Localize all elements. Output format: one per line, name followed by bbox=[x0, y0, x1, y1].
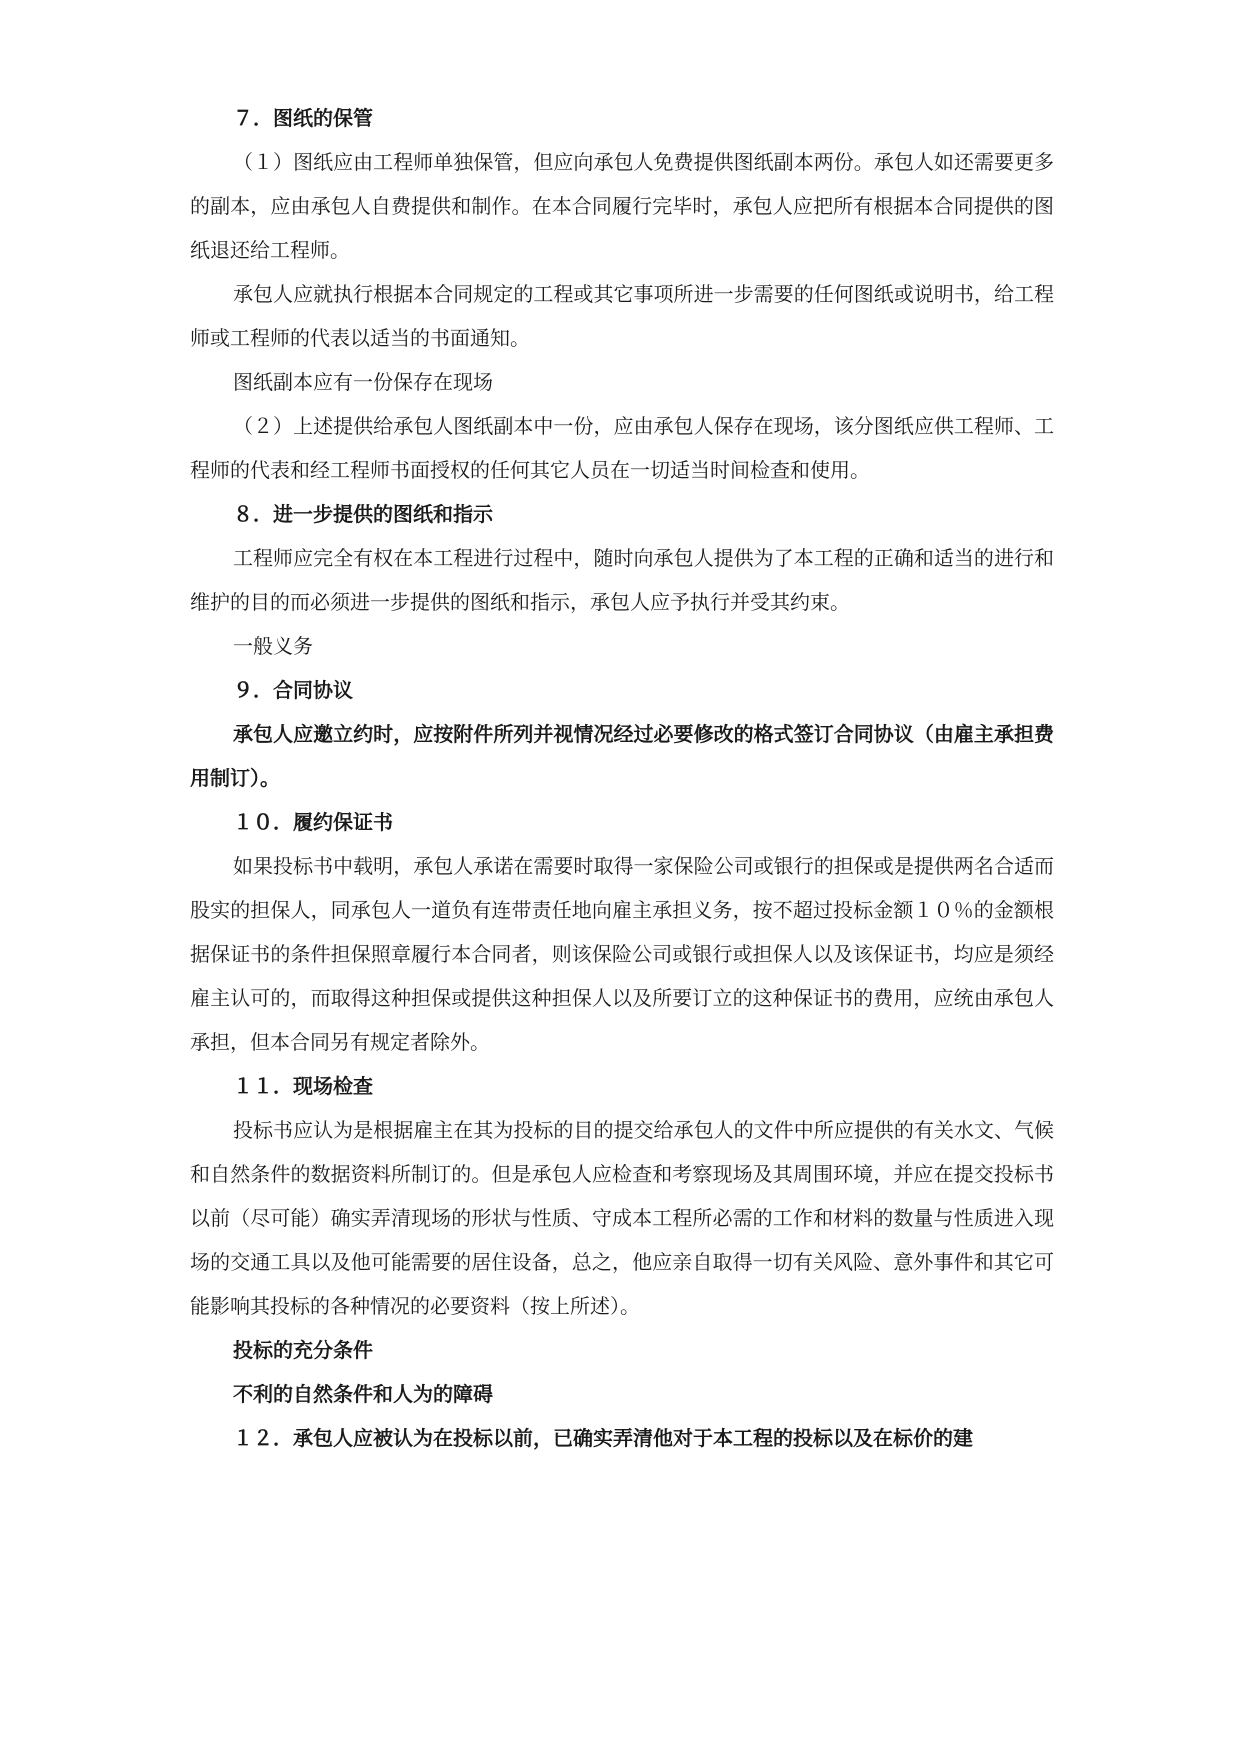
side-heading-general-obligations: 一般义务 bbox=[233, 634, 313, 658]
paragraph-7-notice: 承包人应就执行根据本合同规定的工程或其它事项所进一步需要的任何图纸或说明书，给工程师或工程师的代表以适当的书面通知。 bbox=[190, 282, 1054, 350]
side-heading-sufficiency-of-tender: 投标的充分条件 bbox=[233, 1338, 373, 1362]
paragraph-7-2: （２）上述提供给承包人图纸副本中一份，应由承包人保存在现场，该分图纸应供工程师、工程师的代表和经工程师书面授权的任何其它人员在一切适当时间检查和使用。 bbox=[190, 414, 1054, 482]
document-body bbox=[190, 96, 1054, 1460]
paragraph-10: 如果投标书中载明，承包人承诺在需要时取得一家保险公司或银行的担保或是提供两名合适而股实的担保人，同承包人一道负有连带责任地向雇主承担义务，按不超过投标金额１０％的金额根据保证书的条件担保照章履行本合同者，则该保险公司或银行或担保人以及该保证书，均应是须经雇主认可的，而取得这种担保或提供这种担保人以及所要订立的这种保证书的费用，应统由承包人承担，但本合同另有规定者除外。 bbox=[190, 854, 1054, 1054]
section-heading-7: ７．图纸的保管 bbox=[233, 106, 373, 130]
section-heading-12: １２．承包人应被认为在投标以前，已确实弄清他对于本工程的投标以及在标价的建 bbox=[233, 1426, 973, 1450]
paragraph-9: 承包人应邀立约时，应按附件所列并视情况经过必要修改的格式签订合同协议（由雇主承担费用制订）。 bbox=[190, 722, 1054, 790]
section-heading-8: ８．进一步提供的图纸和指示 bbox=[233, 502, 493, 526]
paragraph-7-1: （１）图纸应由工程师单独保管，但应向承包人免费提供图纸副本两份。承包人如还需要更多的副本，应由承包人自费提供和制作。在本合同履行完毕时，承包人应把所有根据本合同提供的图纸退还给工程师。 bbox=[190, 150, 1054, 262]
side-heading-copy-on-site: 图纸副本应有一份保存在现场 bbox=[233, 370, 493, 394]
paragraph-8: 工程师应完全有权在本工程进行过程中，随时向承包人提供为了本工程的正确和适当的进行和维护的目的而必须进一步提供的图纸和指示，承包人应予执行并受其约束。 bbox=[190, 546, 1054, 614]
side-heading-adverse-conditions: 不利的自然条件和人为的障碍 bbox=[233, 1382, 493, 1406]
section-heading-10: １０．履约保证书 bbox=[233, 810, 393, 834]
section-heading-9: ９．合同协议 bbox=[233, 678, 353, 702]
section-heading-11: １１．现场检查 bbox=[233, 1074, 373, 1098]
paragraph-11: 投标书应认为是根据雇主在其为投标的目的提交给承包人的文件中所应提供的有关水文、气候和自然条件的数据资料所制订的。但是承包人应检查和考察现场及其周围环境，并应在提交投标书以前（尽可能）确实弄清现场的形状与性质、守成本工程所必需的工作和材料的数量与性质进入现场的交通工具以及他可能需要的居住设备，总之，他应亲自取得一切有关风险、意外事件和其它可能影响其投标的各种情况的必要资料（按上所述）。 bbox=[190, 1118, 1054, 1318]
